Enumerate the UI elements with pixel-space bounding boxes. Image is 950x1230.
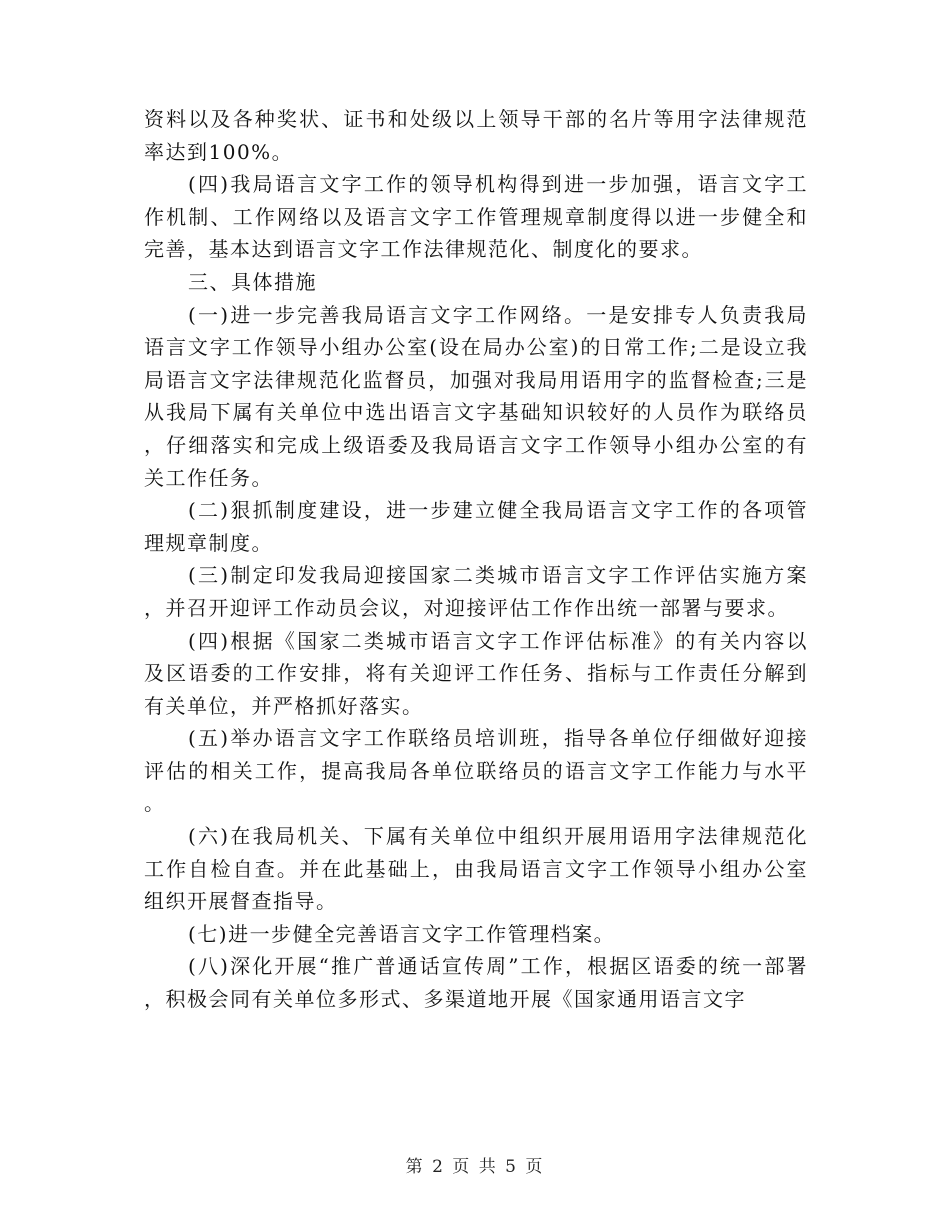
paragraph: (五)举办语言文字工作联络员培训班，指导各单位仔细做好迎接评估的相关工作，提高我局各单位联络员的语言文字工作能力与水平。	[144, 726, 808, 816]
paragraph: (六)在我局机关、下属有关单位中组织开展用语用字法律规范化工作自检自查。并在此基础上，由我局语言文字工作领导小组办公室组织开展督查指导。	[144, 824, 808, 914]
paragraph: (三)制定印发我局迎接国家二类城市语言文字工作评估实施方案，并召开迎评工作动员会议，对迎接评估工作作出统一部署与要求。	[144, 563, 808, 620]
paragraph: (八)深化开展“推广普通话宣传周”工作，根据区语委的统一部署，积极会同有关单位多形式、多渠道地开展《国家通用语言文字	[144, 954, 808, 1012]
page-number-footer: 第 2 页 共 5 页	[405, 1157, 545, 1177]
section-heading: 三、具体措施	[188, 269, 317, 294]
paragraph: (七)进一步健全完善语言文字工作管理档案。	[188, 921, 616, 946]
paragraph: 资料以及各种奖状、证书和处级以上领导干部的名片等用字法律规范率达到100%。	[144, 107, 808, 164]
paragraph: (四)我局语言文字工作的领导机构得到进一步加强，语言文字工作机制、工作网络以及语言文字工作管理规章制度得以进一步健全和完善，基本达到语言文字工作法律规范化、制度化的要求。	[144, 172, 808, 262]
document-body	[144, 103, 808, 1016]
paragraph: (四)根据《国家二类城市语言文字工作评估标准》的有关内容以及区语委的工作安排，将有关迎评工作任务、指标与工作责任分解到有关单位，并严格抓好落实。	[144, 628, 808, 718]
paragraph: (一)进一步完善我局语言文字工作网络。一是安排专人负责我局语言文字工作领导小组办公室(设在局办公室)的日常工作;二是设立我局语言文字法律规范化监督员，加强对我局用语用字的监督检查;三是从我局下属有关单位中选出语言文字基础知识较好的人员作为联络员，仔细落实和完成上级语委及我局语言文字工作领导小组办公室的有关工作任务。	[144, 302, 808, 490]
paragraph: (二)狠抓制度建设，进一步建立健全我局语言文字工作的各项管理规章制度。	[144, 498, 808, 555]
